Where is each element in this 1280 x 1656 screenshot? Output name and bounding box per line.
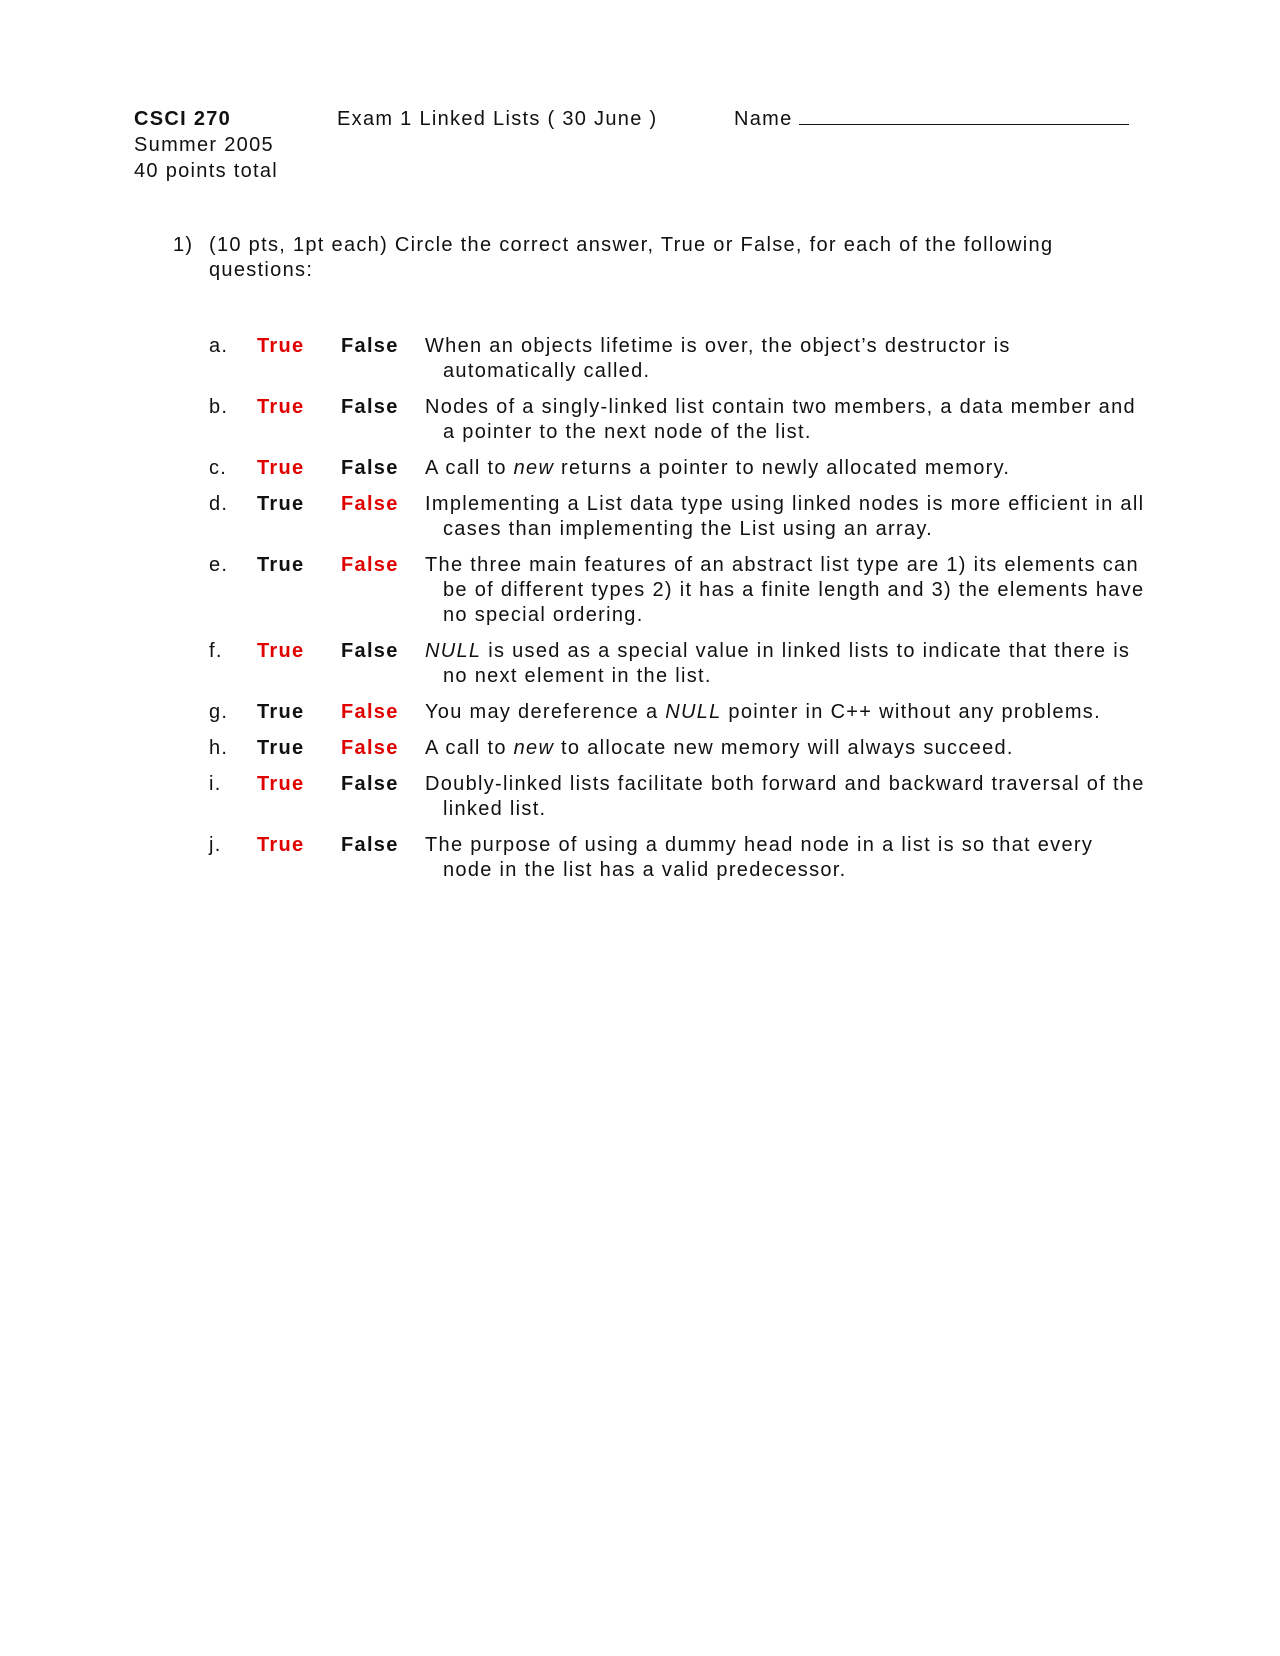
item-letter: f. (209, 640, 223, 662)
tf-item (209, 772, 1149, 822)
item-letter: d. (209, 493, 229, 515)
tf-item (209, 700, 1149, 725)
statement-text: You may dereference a (425, 701, 666, 723)
exam-header (134, 106, 1144, 184)
statement-text: A call to (425, 737, 514, 759)
item-statement (425, 772, 1149, 822)
statement-emphasis: new (513, 457, 555, 479)
option-true[interactable]: True (257, 773, 305, 795)
option-false[interactable]: False (341, 737, 399, 759)
item-statement (425, 456, 1149, 481)
statement-emphasis: NULL (665, 701, 722, 723)
item-statement (425, 395, 1149, 445)
option-false[interactable]: False (341, 335, 399, 357)
statement-emphasis: new (513, 737, 555, 759)
name-blank-line[interactable] (799, 107, 1129, 125)
statement-text: returns a pointer to newly allocated memory. (554, 457, 1011, 479)
item-statement (425, 639, 1149, 689)
item-letter: b. (209, 396, 229, 418)
tf-item (209, 639, 1149, 689)
item-statement (425, 492, 1149, 542)
option-true[interactable]: True (257, 396, 305, 418)
option-false[interactable]: False (341, 701, 399, 723)
question-1 (173, 233, 1143, 283)
item-letter: j. (209, 834, 222, 856)
item-letter: e. (209, 554, 229, 576)
tf-item (209, 736, 1149, 761)
header-row-top (134, 106, 1144, 132)
statement-emphasis: NULL (425, 640, 482, 662)
option-false[interactable]: False (341, 493, 399, 515)
tf-item (209, 456, 1149, 481)
statement-text: to allocate new memory will always succeed. (554, 737, 1014, 759)
statement-text: When an objects lifetime is over, the object’s destructor is automatically called. (425, 335, 1011, 382)
option-true[interactable]: True (257, 701, 305, 723)
option-false[interactable]: False (341, 396, 399, 418)
option-false[interactable]: False (341, 834, 399, 856)
item-statement (425, 334, 1149, 384)
tf-item (209, 553, 1149, 628)
item-letter: h. (209, 737, 229, 759)
option-false[interactable]: False (341, 554, 399, 576)
course-code: CSCI 270 (134, 108, 232, 130)
option-true[interactable]: True (257, 834, 305, 856)
option-true[interactable]: True (257, 640, 305, 662)
item-letter: a. (209, 335, 229, 357)
statement-text: Nodes of a singly-linked list contain two members, a data member and a pointer to the next node of the list. (425, 396, 1136, 443)
statement-text: pointer in C++ without any problems. (721, 701, 1101, 723)
points-total: 40 points total (134, 160, 279, 182)
item-letter: c. (209, 457, 228, 479)
statement-text: The three main features of an abstract list type are 1) its elements can be of different types 2) it has a finite length and 3) the elements have no special ordering. (425, 554, 1145, 626)
statement-text: Doubly-linked lists facilitate both forward and backward traversal of the linked list. (425, 773, 1145, 820)
tf-item (209, 492, 1149, 542)
item-statement (425, 553, 1149, 628)
question-prompt: (10 pts, 1pt each) Circle the correct answer, True or False, for each of the following questions: (209, 234, 1054, 281)
item-statement (425, 700, 1149, 725)
true-false-list (209, 334, 1149, 894)
item-statement (425, 736, 1149, 761)
option-true[interactable]: True (257, 457, 305, 479)
item-letter: g. (209, 701, 229, 723)
name-field (734, 106, 1129, 132)
option-true[interactable]: True (257, 737, 305, 759)
term: Summer 2005 (134, 134, 274, 156)
item-letter: i. (209, 773, 222, 795)
option-true[interactable]: True (257, 335, 305, 357)
statement-text: A call to (425, 457, 514, 479)
item-statement (425, 833, 1149, 883)
question-number: 1) (173, 234, 194, 256)
option-false[interactable]: False (341, 640, 399, 662)
tf-item (209, 395, 1149, 445)
exam-title: Exam 1 Linked Lists ( 30 June ) (337, 108, 658, 130)
tf-item (209, 334, 1149, 384)
statement-text: Implementing a List data type using linked nodes is more efficient in all cases than implementing the List using an array. (425, 493, 1145, 540)
tf-item (209, 833, 1149, 883)
option-false[interactable]: False (341, 773, 399, 795)
option-true[interactable]: True (257, 493, 305, 515)
statement-text: The purpose of using a dummy head node in a list is so that every node in the list has a valid predecessor. (425, 834, 1094, 881)
option-true[interactable]: True (257, 554, 305, 576)
name-label: Name (734, 108, 793, 130)
statement-text: is used as a special value in linked lists to indicate that there is no next element in the list. (443, 640, 1131, 687)
option-false[interactable]: False (341, 457, 399, 479)
